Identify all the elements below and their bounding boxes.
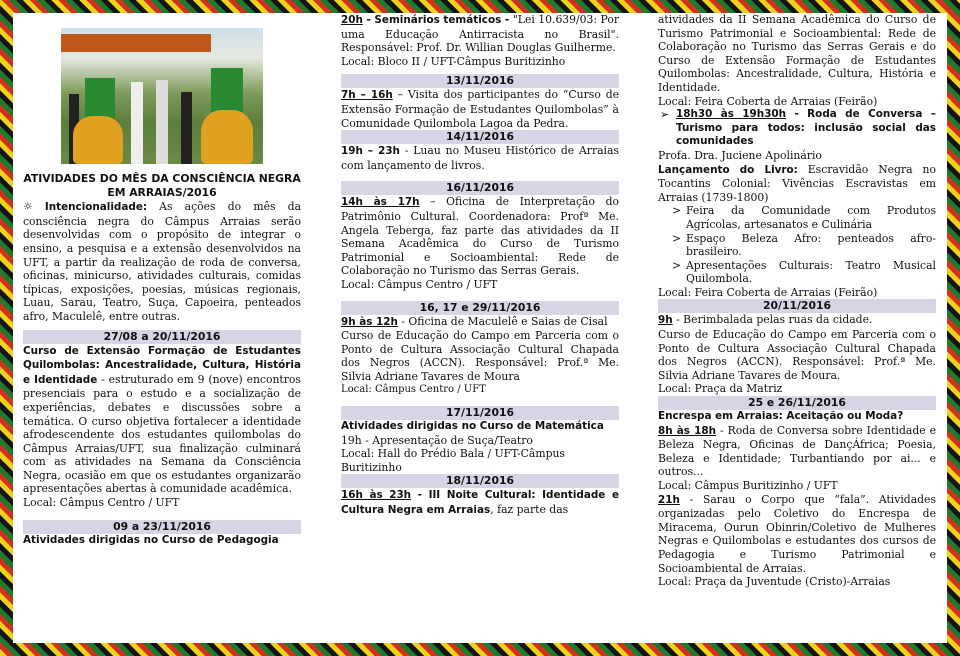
noite-cultural-paragraph: 16h às 23h - III Noite Cultural: Identidade e Cultura Negra em Arraias, faz parte das xyxy=(341,489,619,517)
matematica-text: 19h - Apresentação de Suça/Teatro xyxy=(341,433,533,447)
chevron-bullet-icon: > xyxy=(672,258,682,272)
seminario-local: Local: Bloco II / UFT-Câmpus Buritizinho xyxy=(341,54,566,68)
matematica-title: Atividades dirigidas no Curso de Matemática xyxy=(341,420,604,433)
berimbalada-description: Curso de Educação do Campo em Parceria com o Ponto de Cultura Associação Cultural Chapada dos Negros (ACCN). Responsável: Prof.ª Me. Silvia Adriane Tavares de Moura. xyxy=(658,328,936,382)
oficina-paragraph: 14h às 17h – Oficina de Interpretação do Patrimônio Cultural. Coordenadora: Profª Me. Angela Teberga, faz parte das atividades da II Semana Acadêmica do Curso de Turismo Patrimonial e Socioambiental: Rede de Colaboração no Turismo das Serras Gerais. xyxy=(341,195,619,278)
sun-icon: ☼ xyxy=(23,200,33,214)
chevron-bullet-icon: > xyxy=(672,231,682,245)
document-title: ATIVIDADES DO MÊS DA CONSCIÊNCIA NEGRA EM ARRAIAS/2016 xyxy=(23,172,301,199)
date-bar-16-11: 16/11/2016 xyxy=(341,181,619,195)
list-item: > Apresentações Culturais: Teatro Musical Quilombola. xyxy=(672,258,936,286)
date-bar-17-11: 17/11/2016 xyxy=(341,406,619,420)
list-item: > Feira da Comunidade com Produtos Agrícolas, artesanatos e Culinária xyxy=(672,204,936,231)
date-bar-13-11: 13/11/2016 xyxy=(341,74,619,88)
visita-paragraph: 7h – 16h – Visita dos participantes do “Curso de Extensão Formação de Estudantes Quilombolas” à Comunidade Quilombola Lagoa da Pedra. xyxy=(341,88,619,130)
intencionalidade-paragraph: ☼ Intencionalidade: As ações do mês da consciência negra do Câmpus Arraias serão desenvolvidas com o propósito de integrar o ensino, a pesquisa e a extensão desenvolvidos na UFT, a partir da realização de roda de conversa, oficinas, minicurso, atividades culturais, comidas típicas, exposições, poesias, músicas regionais, Luau, Sarau, Teatro, Suça, Capoeira, penteados afro, Maculelê, entre outras. xyxy=(23,200,302,323)
list-item: > Espaço Beleza Afro: penteados afro-brasileiro. xyxy=(672,231,936,259)
date-bar-20-11: 20/11/2016 xyxy=(658,299,936,313)
date-bar-25-26: 25 e 26/11/2016 xyxy=(658,396,936,410)
roda-professor: Profa. Dra. Juciene Apolinário xyxy=(658,148,822,162)
maculele-local: Local: Câmpus Centro / UFT xyxy=(341,384,486,396)
curso-local: Local: Câmpus Centro / UFT xyxy=(23,496,180,510)
date-bar-14-11: 14/11/2016 xyxy=(341,130,619,144)
date-bar-16-17-29: 16, 17 e 29/11/2016 xyxy=(341,301,619,315)
list-local: Local: Feira Coberta de Arraias (Feirão) xyxy=(658,285,878,299)
column-3 xyxy=(658,13,936,589)
luau-paragraph: 19h – 23h - Luau no Museu Histórico de Arraias com lançamento de livros. xyxy=(341,144,619,172)
maculele-description: Curso de Educação do Campo em Parceria com o Ponto de Cultura Associação Cultural Chapada dos Negros (ACCN). Responsável: Prof.ª Me. Silvia Adriane Tavares de Moura xyxy=(341,329,619,383)
berimbalada-paragraph: 9h - Berimbalada pelas ruas da cidade. xyxy=(658,313,873,327)
date-bar-18-11: 18/11/2016 xyxy=(341,474,619,488)
continuation-paragraph: atividades da II Semana Acadêmica do Curso de Turismo Patrimonial e Socioambiental: Rede de Colaboração no Turismo das Serras Gerais e do Curso de Extensão Formação de Estudantes Quilombolas: Ancestralidade, Cultura, História e Identidade. xyxy=(658,13,936,94)
matematica-local: Local: Hall do Prédio Bala / UFT-Câmpus Buritizinho xyxy=(341,447,565,474)
chevron-bullet-icon: > xyxy=(672,204,682,218)
encrespa-local: Local: Câmpus Buritizinho / UFT xyxy=(658,479,838,492)
arrow-bullet-icon: ➢ xyxy=(660,108,670,122)
sarau-paragraph: 21h - Sarau o Corpo que “fala”. Atividades organizadas pelo Coletivo do Encrespa de Miracema, Ourun Obinrin/Coletivo de Mulheres Negras e Quilombolas e estudantes dos cursos de Pedagogia e Turismo Patrimonial e Socioambiental de Arraias. xyxy=(658,492,936,575)
date-bar-09-11: 09 a 23/11/2016 xyxy=(23,520,301,534)
encrespa-title: Encrespa em Arraias: Aceitação ou Moda? xyxy=(658,410,904,423)
event-photo xyxy=(61,28,263,164)
encrespa-paragraph: 8h às 18h - Roda de Conversa sobre Identidade e Beleza Negra, Oficinas de DançÁfrica; Poesia, Beleza e Identidade; Turbantiando por ai... e outros... xyxy=(658,423,936,479)
continuation-local: Local: Feira Coberta de Arraias (Feirão) xyxy=(658,94,878,108)
oficina-local: Local: Câmpus Centro / UFT xyxy=(341,277,498,291)
maculele-paragraph: 9h às 12h - Oficina de Maculelê e Saias de Cisal xyxy=(341,314,608,328)
date-bar-27-08: 27/08 a 20/11/2016 xyxy=(23,330,301,344)
column-2 xyxy=(341,13,619,518)
roda-item: ➢ 18h30 às 19h30h - Roda de Conversa – Turismo para todos: inclusão social das comunidades xyxy=(660,108,936,148)
berimbalada-local: Local: Praça da Matriz xyxy=(658,382,783,396)
seminario-paragraph: 20h - Seminários temáticos - "Lei 10.639/03: Por uma Educação Antirracista no Brasil". Responsável: Prof. Dr. Willian Douglas Guilherme. xyxy=(341,13,619,55)
curso-paragraph: Curso de Extensão Formação de Estudantes Quilombolas: Ancestralidade, Cultura, História e Identidade - estruturado em 9 (nove) encontros presenciais para o estudo e a socialização de experiências, debates e discussões sobre a temática. O curso objetiva fortalecer a identidade afrodescendente dos estudantes quilombolas do Câmpus Arraias/UFT, sua finalização culminará com as atividades na Semana da Consciência Negra, ocasião em que os estudantes organizarão apresentações abertas à comunidade acadêmica. xyxy=(23,344,301,496)
livro-paragraph: Lançamento do Livro: Escravidão Negra no Tocantins Colonial: Vivências Escravistas em Arraias (1739-1800) xyxy=(658,162,936,204)
column-1 xyxy=(23,13,301,547)
sarau-local: Local: Praça da Juventude (Cristo)-Arraias xyxy=(658,575,891,589)
pedagogia-activities: Atividades dirigidas no Curso de Pedagogia xyxy=(23,533,279,546)
page-content xyxy=(13,13,947,643)
